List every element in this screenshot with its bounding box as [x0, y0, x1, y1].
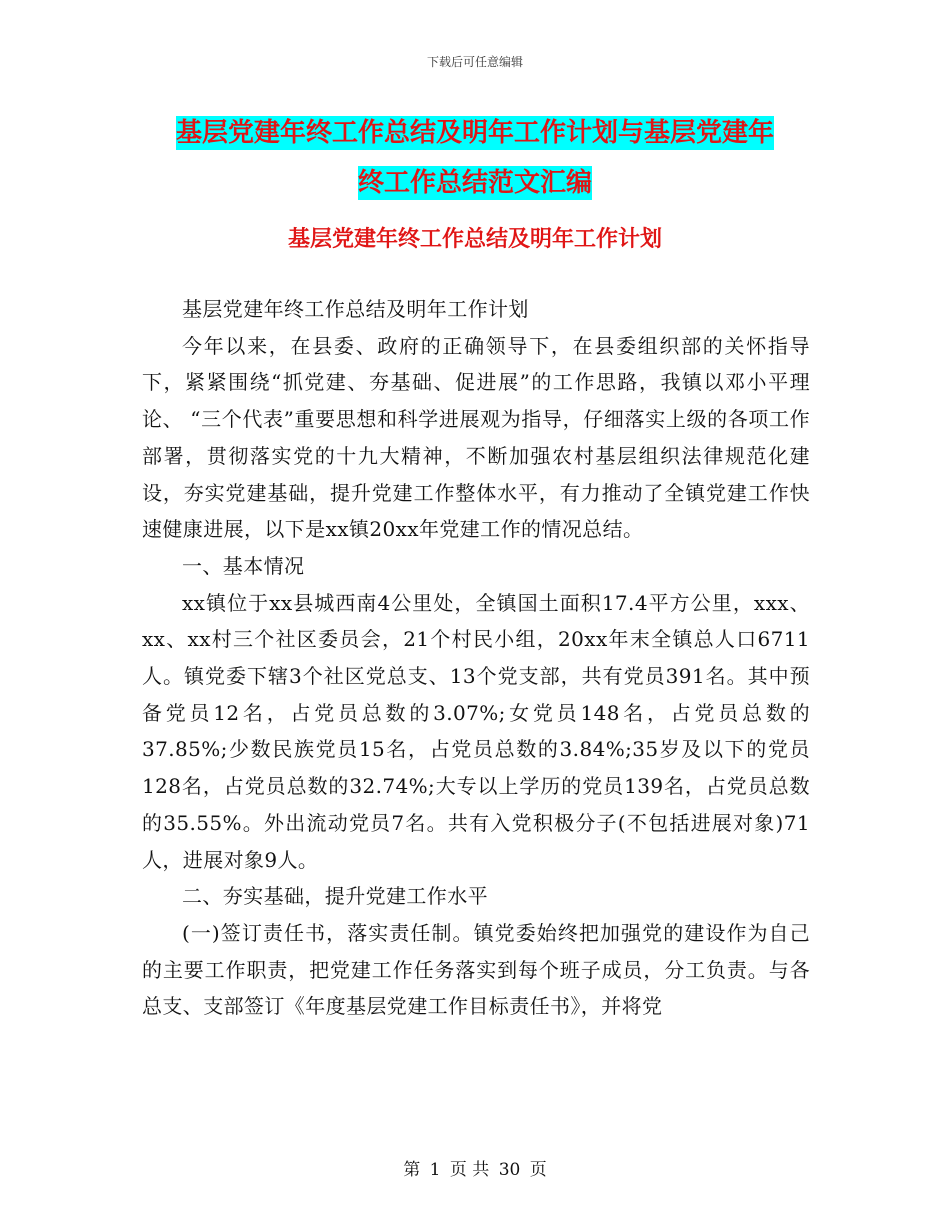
document-title — [140, 108, 810, 208]
paragraph-subtitle: 基层党建年终工作总结及明年工作计划 — [182, 297, 529, 321]
document-title-line-1: 基层党建年终工作总结及明年工作计划与基层党建年 — [175, 118, 774, 148]
heading-basic-situation: 一、基本情况 — [182, 553, 305, 578]
document-title-line-2: 终工作总结范文汇编 — [357, 168, 592, 198]
header-note: 下载后可任意编辑 — [426, 55, 523, 69]
page-suffix: 页 — [529, 1160, 547, 1180]
document-body — [142, 291, 810, 1025]
page-number: 1 — [429, 1160, 441, 1180]
page-mid: 页 共 — [449, 1160, 490, 1180]
section-title: 基层党建年终工作总结及明年工作计划 — [287, 226, 662, 252]
page-footer — [0, 1155, 950, 1180]
paragraph-responsibility: (一)签订责任书，落实责任制。镇党委始终把加强党的建设作为自己的主要工作职责，把党建工作任务落实到每个班子成员，分工负责。与各总支、支部签订《年度基层党建工作目标责任书》，并将党 — [142, 920, 810, 1019]
paragraph-intro: 今年以来，在县委、政府的正确领导下，在县委组织部的关怀指导下，紧紧围绕“抓党建、夯基础、促进展”的工作思路，我镇以邓小平理论、 “三个代表”重要思想和科学进展观为指导，仔细落实上级的各项工作部署，贯彻落实党的十九大精神，不断加强农村基层组织法律规范化建设，夯实党建基础，提升党建工作整体水平，有力推动了全镇党建工作快速健康进展，以下是xx镇20xx年党建工作的情况总结。 — [142, 333, 810, 542]
heading-consolidate-foundation: 二、夯实基础，提升党建工作水平 — [182, 884, 488, 909]
page-total: 30 — [498, 1160, 521, 1180]
paragraph-basic-situation: xx镇位于xx县城西南4公里处，全镇国土面积17.4平方公里，xxx、xx、xx村三个社区委员会，21个村民小组，20xx年末全镇总人口6711人。镇党委下辖3个社区党总支、13个党支部，共有党员391名。其中预备党员12名，占党员总数的3.07%;女党员148名，占党员总数的37.85%;少数民族党员15名，占党员总数的3.84%;35岁及以下的党员128名，占党员总数的32.74%;大专以上学历的党员139名，占党员总数的35.55%。外出流动党员7名。共有入党积极分子(不包括进展对象)71人，进展对象9人。 — [142, 590, 810, 872]
page-prefix: 第 — [403, 1160, 421, 1180]
